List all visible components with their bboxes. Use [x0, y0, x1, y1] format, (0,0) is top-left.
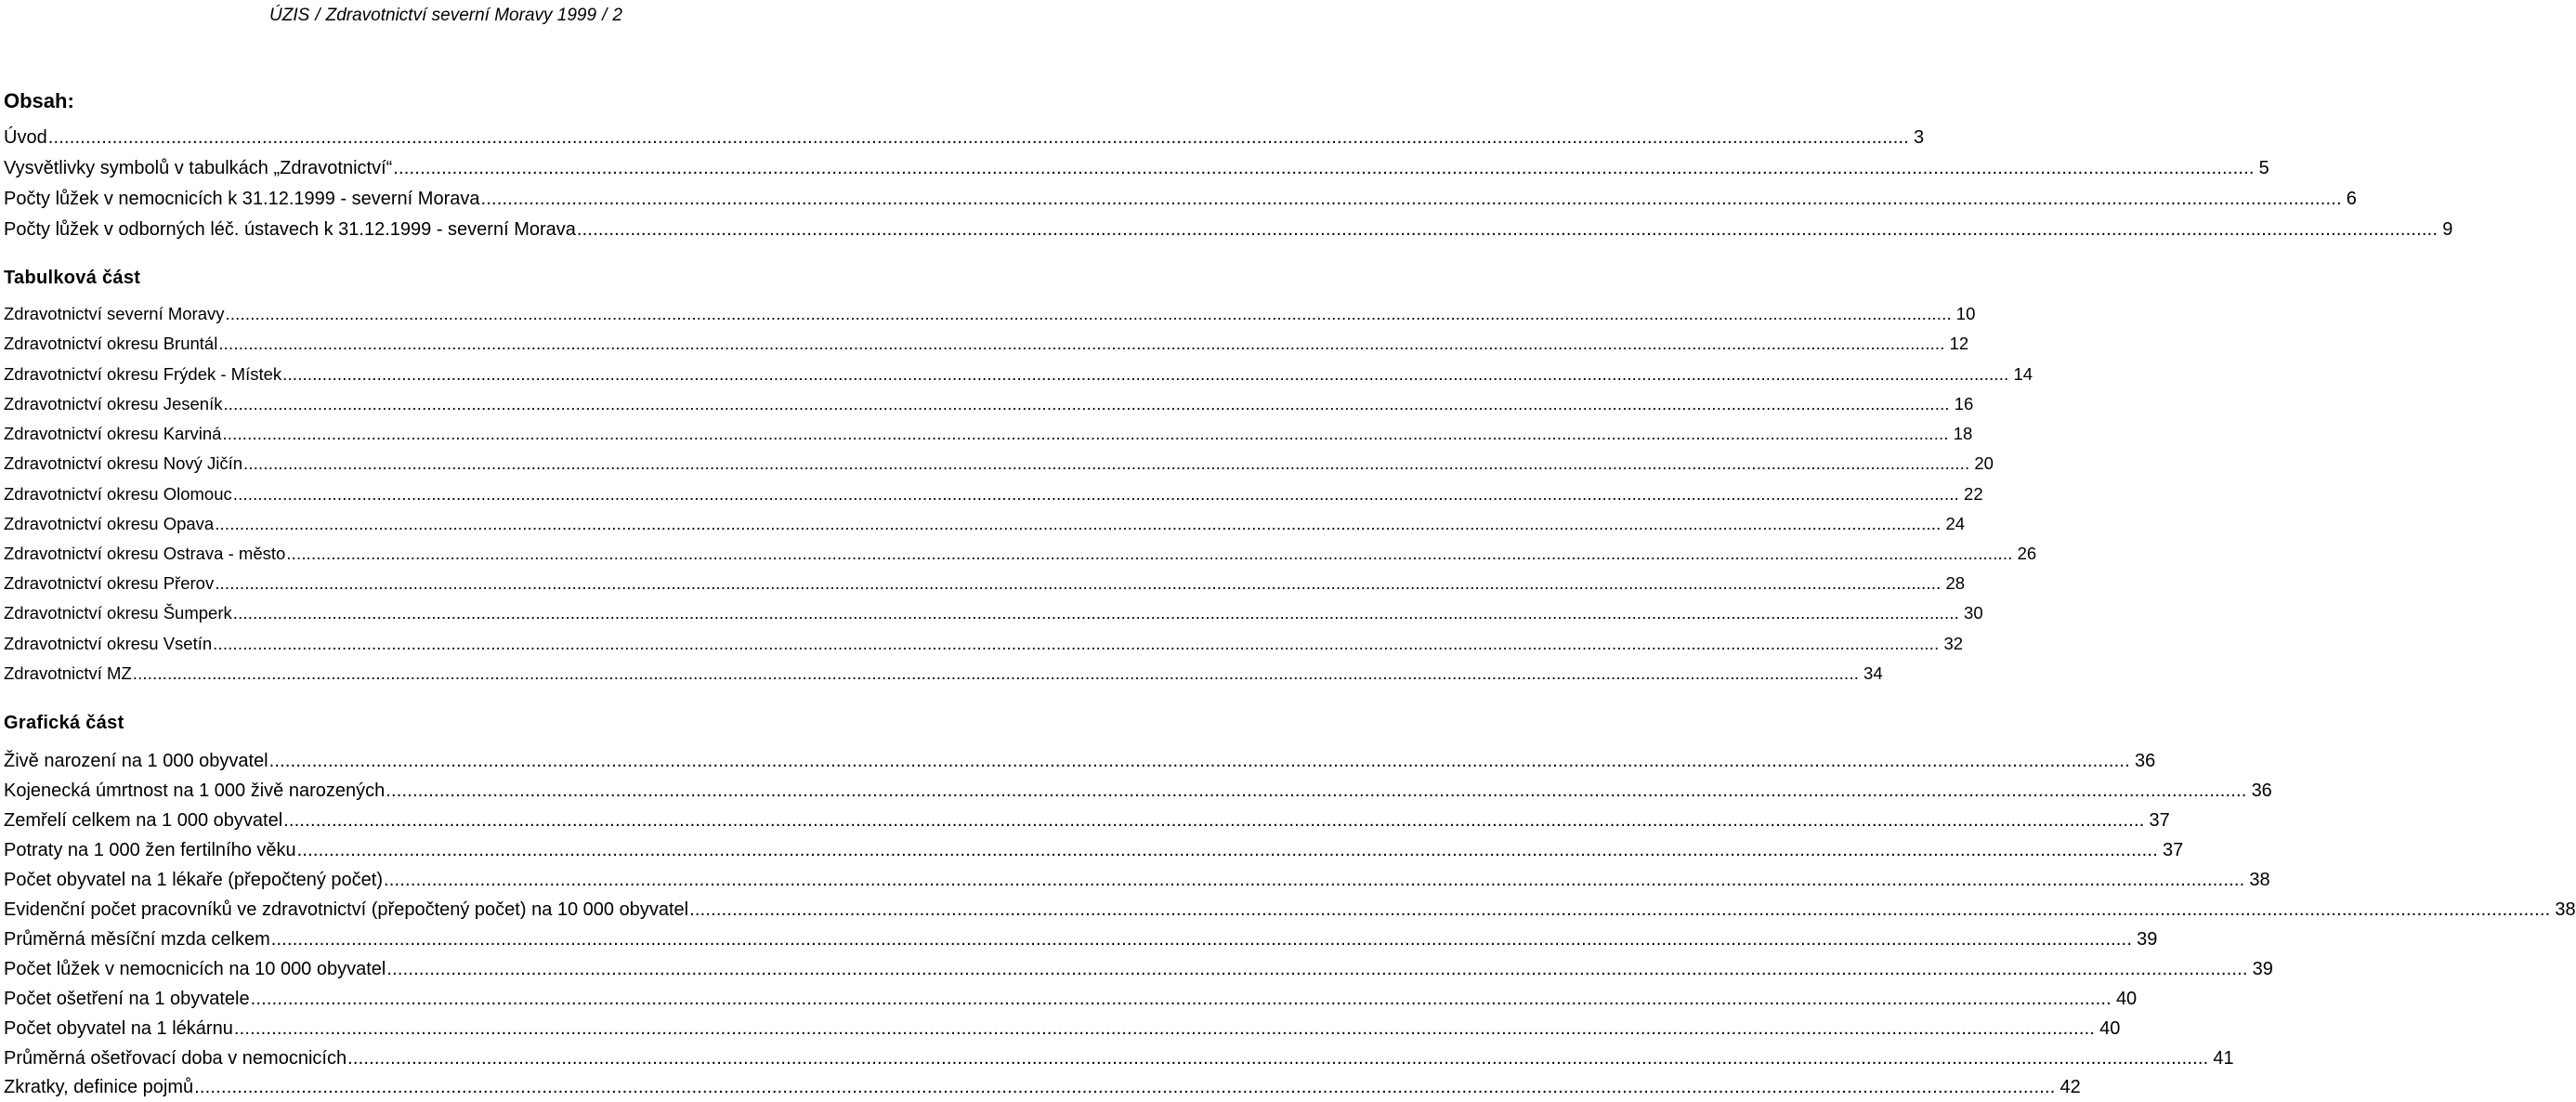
toc-page-number: 39	[2137, 929, 2158, 950]
toc-entry-title: Úvod	[4, 127, 47, 148]
toc-page-number: 32	[1943, 634, 1964, 653]
header-page-number: 2	[612, 6, 622, 25]
toc-page-number: 22	[1964, 484, 1983, 504]
toc-entry[interactable]	[4, 808, 2170, 833]
toc-page-number: 36	[2251, 781, 2272, 801]
toc-page-number: 37	[2149, 810, 2170, 831]
toc-entry[interactable]	[4, 452, 1994, 476]
toc-dot-leader	[194, 1075, 2055, 1099]
toc-dot-leader	[282, 362, 2008, 387]
toc-page-number: 18	[1953, 424, 1973, 443]
toc-entry-title: Zdravotnictví okresu Bruntál	[4, 334, 218, 353]
toc-page-number: 38	[2555, 899, 2576, 920]
toc-page-number: 16	[1954, 394, 1974, 413]
toc-page-number: 3	[1914, 127, 1925, 148]
toc-entry[interactable]	[4, 302, 1976, 326]
toc-dot-leader	[393, 156, 2254, 180]
toc-page-number: 36	[2134, 751, 2156, 771]
toc-page-number: 30	[1964, 603, 1983, 623]
toc-entry-title: Zdravotnictví okresu Šumperk	[4, 603, 232, 623]
toc-entry[interactable]	[4, 392, 1974, 416]
toc-page-number: 14	[2013, 364, 2033, 384]
toc-entry-title: Počty lůžek v odborných léč. ústavech k 31.12.1999 - severní Morava	[4, 219, 576, 240]
toc-dot-leader	[577, 217, 2438, 242]
toc-page-number: 41	[2213, 1048, 2234, 1069]
toc-entry-title: Zdravotnictví okresu Nový Jičín	[4, 453, 243, 473]
toc-entry[interactable]	[4, 332, 1969, 356]
toc-dot-leader	[297, 838, 2158, 862]
toc-entry-title: Zdravotnictví okresu Frýdek - Místek	[4, 364, 282, 384]
toc-entry[interactable]	[4, 1075, 2081, 1099]
toc-entry-title: Zdravotnictví MZ	[4, 663, 132, 683]
toc-dot-leader	[234, 1017, 2095, 1041]
toc-dot-leader	[283, 808, 2144, 833]
toc-page-number: 26	[2017, 544, 2037, 563]
toc-entry[interactable]	[4, 512, 1966, 536]
toc-dot-leader	[286, 542, 2012, 566]
toc-entry-beds-institutes[interactable]	[4, 217, 2453, 242]
toc-entry-title: Živě narození na 1 000 obyvatel	[4, 751, 268, 771]
toc-dot-leader	[480, 187, 2341, 211]
toc-entry[interactable]	[4, 898, 2576, 922]
toc-page-number: 28	[1945, 573, 1966, 593]
toc-entry-title: Zdravotnictví severní Moravy	[4, 304, 225, 323]
toc-page-number: 40	[2099, 1018, 2121, 1039]
toc-entry-title: Potraty na 1 000 žen fertilního věku	[4, 840, 296, 860]
toc-entry[interactable]	[4, 542, 2037, 566]
toc-entry-title: Zdravotnictví okresu Přerov	[4, 573, 215, 593]
toc-dot-leader	[226, 302, 1952, 326]
toc-entry[interactable]	[4, 987, 2138, 1011]
contents-heading: Obsah:	[4, 89, 74, 112]
toc-entry-title: Vysvětlivky symbolů v tabulkách „Zdravotnictví“	[4, 158, 393, 178]
toc-page-number: 24	[1945, 514, 1966, 533]
toc-entry-title: Zkratky, definice pojmů	[4, 1077, 194, 1097]
toc-entry[interactable]	[4, 422, 1973, 446]
toc-page-number: 10	[1955, 304, 1976, 323]
toc-dot-leader	[233, 601, 1959, 625]
toc-entry[interactable]	[4, 362, 2033, 387]
toc-dot-leader	[689, 898, 2550, 922]
toc-page-number: 12	[1949, 334, 1969, 353]
toc-entry[interactable]	[4, 571, 1966, 596]
toc-entry-title: Zdravotnictví okresu Olomouc	[4, 484, 232, 504]
toc-dot-leader	[386, 957, 2247, 981]
page-header	[0, 6, 892, 26]
toc-entry-intro[interactable]	[4, 125, 1925, 150]
toc-entry-title: Průměrná ošetřovací doba v nemocnicích	[4, 1048, 347, 1069]
toc-entry-beds-hospitals[interactable]	[4, 187, 2357, 211]
toc-page-number: 9	[2442, 219, 2453, 240]
toc-entry-title: Počty lůžek v nemocnicích k 31.12.1999 - severní Morava	[4, 189, 480, 209]
toc-page-number: 38	[2249, 870, 2270, 890]
toc-entry[interactable]	[4, 1046, 2234, 1070]
toc-dot-leader	[386, 779, 2246, 803]
toc-page-number: 40	[2115, 989, 2138, 1009]
toc-entry-title: Počet obyvatel na 1 lékaře (přepočtený počet)	[4, 870, 384, 890]
toc-entry[interactable]	[4, 632, 1964, 656]
toc-page-number: 39	[2252, 959, 2273, 979]
toc-entry-title: Zdravotnictví okresu Vsetín	[4, 634, 213, 653]
section-heading-tables: Tabulková část	[4, 268, 141, 288]
header-title: Zdravotnictví severní Moravy 1999	[325, 6, 597, 25]
toc-entry-title: Evidenční počet pracovníků ve zdravotnictví (přepočtený počet) na 10 000 obyvatel	[4, 899, 689, 920]
toc-entry-title: Počet ošetření na 1 obyvatele	[4, 989, 250, 1009]
toc-entry-title: Počet lůžek v nemocnicích na 10 000 obyvatel	[4, 959, 386, 979]
toc-dot-leader	[213, 632, 1939, 656]
header-org: ÚZIS	[269, 6, 310, 25]
toc-entry[interactable]	[4, 601, 1983, 625]
toc-dot-leader	[215, 571, 1941, 596]
toc-entry-title: Zdravotnictví okresu Jeseník	[4, 394, 223, 413]
toc-page-number: 37	[2162, 840, 2184, 860]
toc-page-number: 20	[1974, 453, 1994, 473]
toc-dot-leader	[384, 868, 2244, 892]
toc-entry[interactable]	[4, 749, 2156, 773]
toc-dot-leader	[233, 482, 1959, 506]
toc-dot-leader	[271, 927, 2132, 951]
toc-page-number: 6	[2346, 189, 2357, 209]
toc-dot-leader	[48, 125, 1909, 150]
toc-dot-leader	[223, 392, 1949, 416]
toc-entry[interactable]	[4, 927, 2158, 951]
toc-entry[interactable]	[4, 662, 1883, 686]
toc-entry[interactable]	[4, 482, 1983, 506]
toc-entry-title: Zdravotnictví okresu Ostrava - město	[4, 544, 286, 563]
toc-dot-leader	[243, 452, 1969, 476]
toc-entry[interactable]	[4, 838, 2184, 862]
toc-entry-title: Průměrná měsíční mzda celkem	[4, 929, 270, 950]
toc-dot-leader	[218, 332, 1944, 356]
toc-entry-title: Počet obyvatel na 1 lékárnu	[4, 1018, 233, 1039]
toc-entry-symbols[interactable]	[4, 156, 2269, 180]
toc-entry-title: Zdravotnictví okresu Karviná	[4, 424, 222, 443]
toc-dot-leader	[133, 662, 1859, 686]
section-heading-graphics: Grafická část	[4, 713, 124, 733]
toc-entry[interactable]	[4, 1017, 2121, 1041]
toc-page-number: 34	[1863, 663, 1883, 683]
header-separator: /	[315, 6, 320, 25]
toc-page-number: 42	[2059, 1077, 2081, 1097]
toc-dot-leader	[222, 422, 1948, 446]
toc-entry-title: Zdravotnictví okresu Opava	[4, 514, 215, 533]
toc-entry-title: Kojenecká úmrtnost na 1 000 živě narozených	[4, 781, 386, 801]
header-separator: /	[602, 6, 608, 25]
toc-entry-title: Zemřelí celkem na 1 000 obyvatel	[4, 810, 283, 831]
toc-dot-leader	[251, 987, 2112, 1011]
toc-entry[interactable]	[4, 868, 2270, 892]
toc-entry[interactable]	[4, 957, 2273, 981]
toc-dot-leader	[347, 1046, 2208, 1070]
toc-dot-leader	[269, 749, 2130, 773]
toc-page-number: 5	[2258, 158, 2269, 178]
toc-dot-leader	[215, 512, 1941, 536]
toc-entry[interactable]	[4, 779, 2272, 803]
